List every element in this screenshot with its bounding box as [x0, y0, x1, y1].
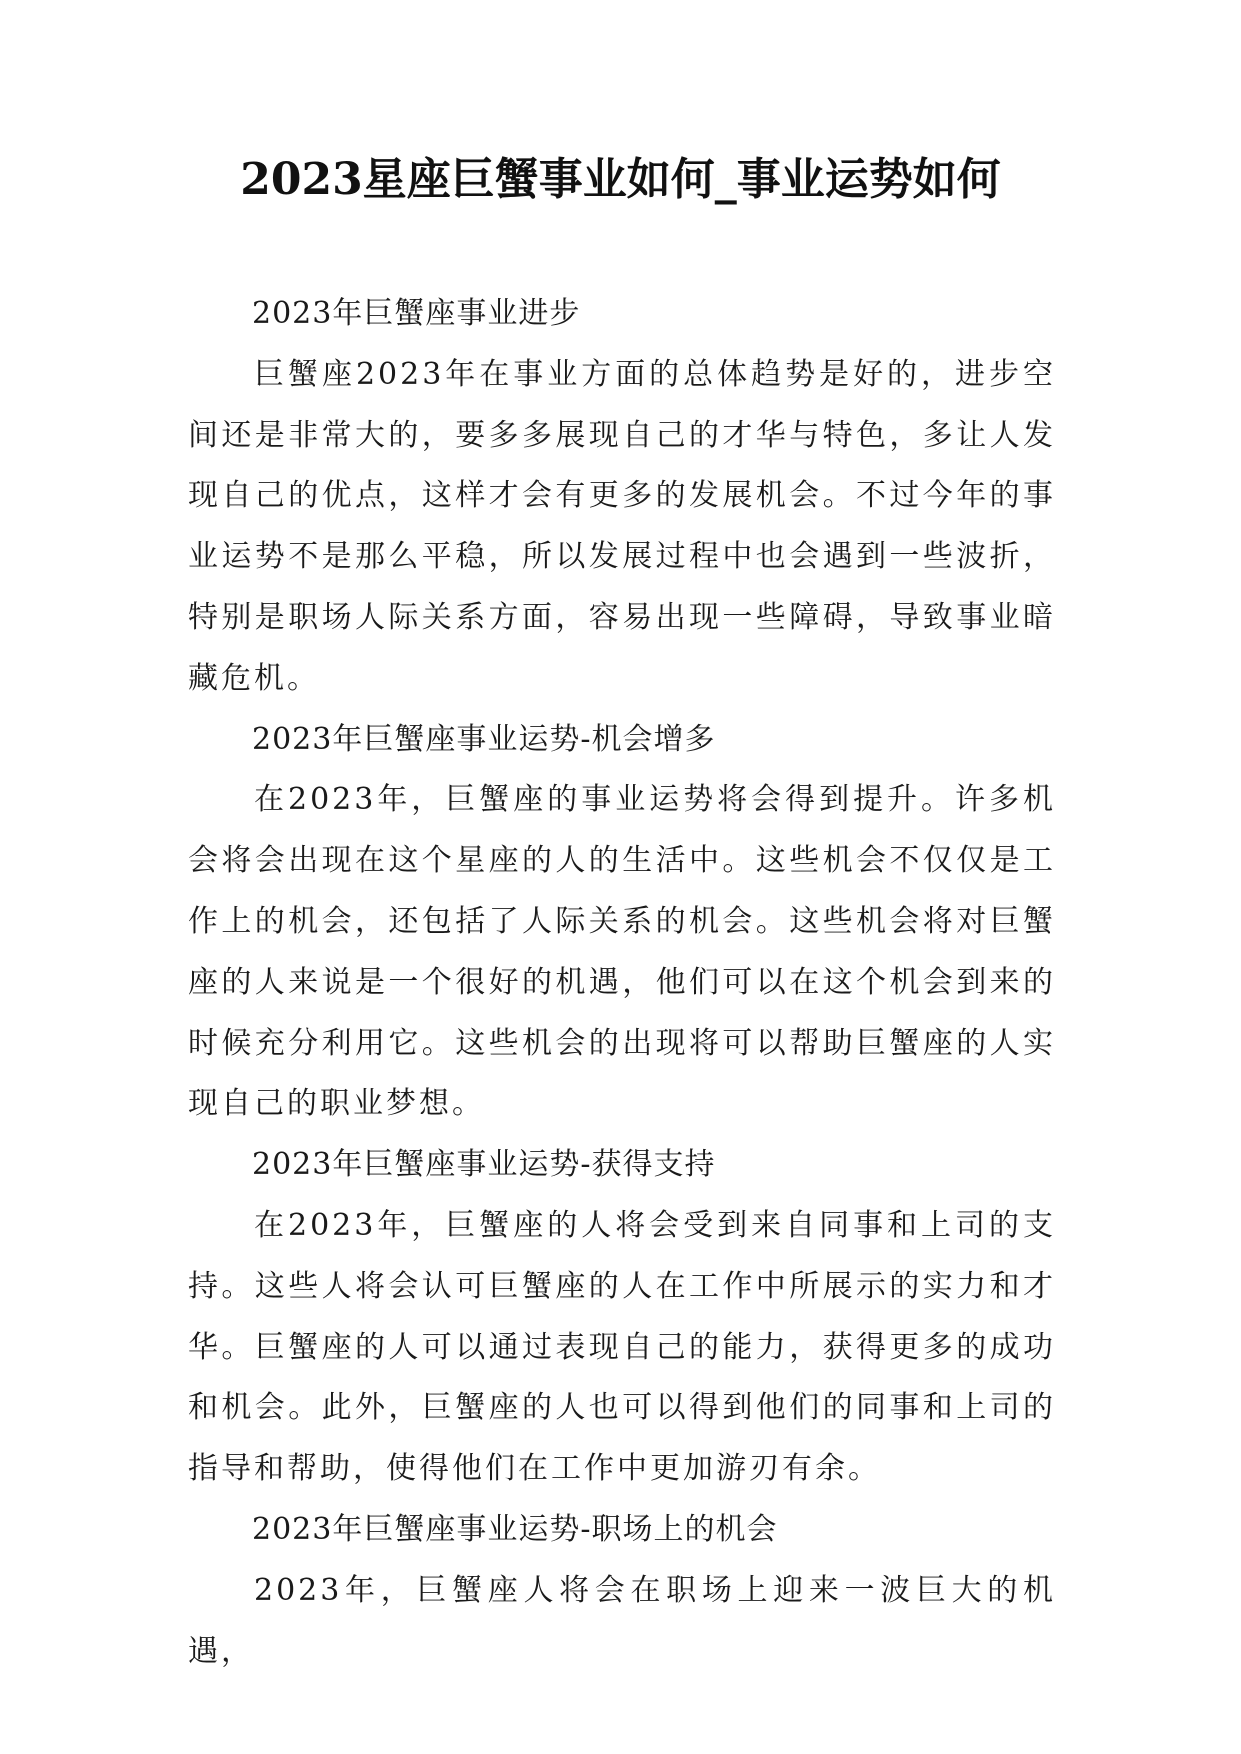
section-heading: 2023年巨蟹座事业运势-获得支持	[252, 1147, 716, 1183]
section-paragraph: 在2023年，巨蟹座的事业运势将会得到提升。许多机会将会出现在这个星座的人的生活中。这些机会不仅仅是工作上的机会，还包括了人际关系的机会。这些机会将对巨蟹座的人来说是一个很好的机遇，他们可以在这个机会到来的时候充分利用它。这些机会的出现将可以帮助巨蟹座的人实现自己的职业梦想。	[188, 782, 1056, 1122]
section-heading: 2023年巨蟹座事业进步	[252, 296, 581, 331]
section-heading: 2023年巨蟹座事业运势-机会增多	[252, 721, 716, 757]
section-paragraph: 在2023年，巨蟹座的人将会受到来自同事和上司的支持。这些人将会认可巨蟹座的人在工作中所展示的实力和才华。巨蟹座的人可以通过表现自己的能力，获得更多的成功和机会。此外，巨蟹座的人也可以得到他们的同事和上司的指导和帮助，使得他们在工作中更加游刃有余。	[188, 1207, 1056, 1487]
document-title: 2023星座巨蟹事业如何_事业运势如何	[240, 154, 1001, 205]
section-paragraph: 2023年，巨蟹座人将会在职场上迎来一波巨大的机遇，	[188, 1572, 1056, 1669]
section-heading: 2023年巨蟹座事业运势-职场上的机会	[252, 1511, 778, 1547]
document-body	[188, 284, 1056, 1682]
section-paragraph: 巨蟹座2023年在事业方面的总体趋势是好的，进步空间还是非常大的，要多多展现自己的才华与特色，多让人发现自己的优点，这样才会有更多的发展机会。不过今年的事业运势不是那么平稳，所以发展过程中也会遇到一些波折，特别是职场人际关系方面，容易出现一些障碍，导致事业暗藏危机。	[188, 356, 1056, 696]
